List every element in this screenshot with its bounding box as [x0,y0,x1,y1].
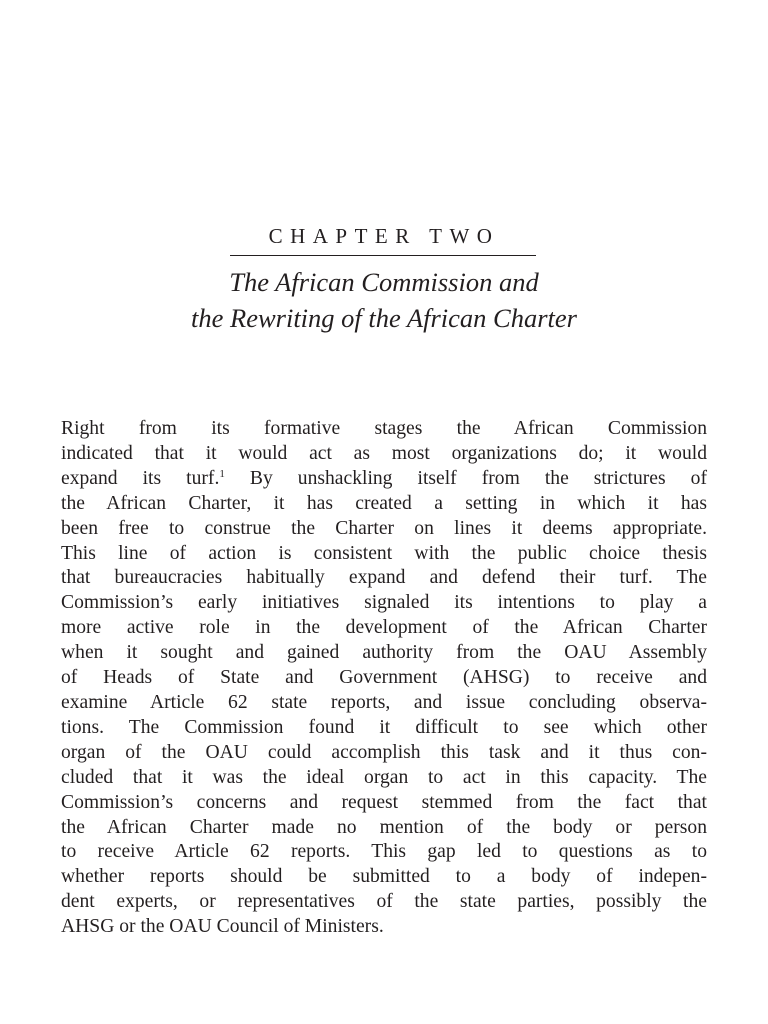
chapter-rule [230,255,536,256]
text-line-17: the African Charter made no mention of the body or person [61,816,707,838]
text-line-18: to receive Article 62 reports. This gap led to questions as to [61,841,707,863]
text-line-15: cluded that it was the ideal organ to act in this capacity. The [61,766,707,788]
text-line-10: when it sought and gained authority from the OAU Assembly [61,642,707,664]
text-line-5: been free to construe the Charter on lines it deems appropriate. [61,517,707,539]
text-line-8: Commission’s early initiatives signaled its intentions to play a [61,592,707,614]
chapter-title-line-2: the Rewriting of the African Charter [191,303,577,333]
text-line-13: tions. The Commission found it difficult to see which other [61,716,707,738]
text-line-11: of Heads of State and Government (AHSG) to receive and [61,667,707,689]
text-line-7: that bureaucracies habitually expand and defend their turf. The [61,567,707,589]
body-paragraph [61,417,707,940]
text-line-16: Commission’s concerns and request stemmed from the fact that [61,791,707,813]
footnote-reference[interactable]: 1 [219,467,225,480]
text-line-4: the African Charter, it has created a setting in which it has [61,492,707,514]
text-line-2: indicated that it would act as most organizations do; it would [61,442,707,464]
text-line-12: examine Article 62 state reports, and issue concluding observa- [61,691,707,713]
chapter-label: CHAPTER TWO [268,224,500,248]
text-line-19: whether reports should be submitted to a body of indepen- [61,866,707,888]
text-line-3-start: expand its turf. [61,467,220,489]
text-line-20: dent experts, or representatives of the state parties, possibly the [61,891,707,913]
text-line-3-end: By unshackling itself from the strictures of [224,467,707,489]
text-line-3 [61,467,707,492]
text-line-6: This line of action is consistent with the public choice thesis [61,542,707,564]
chapter-title [0,264,768,336]
text-line-1: Right from its formative stages the African Commission [61,418,707,439]
text-line-14: organ of the OAU could accomplish this task and it thus con- [61,741,707,763]
text-line-9: more active role in the development of the African Charter [61,617,707,639]
chapter-title-line-1: The African Commission and [229,267,539,297]
text-line-21: AHSG or the OAU Council of Ministers. [61,916,384,938]
